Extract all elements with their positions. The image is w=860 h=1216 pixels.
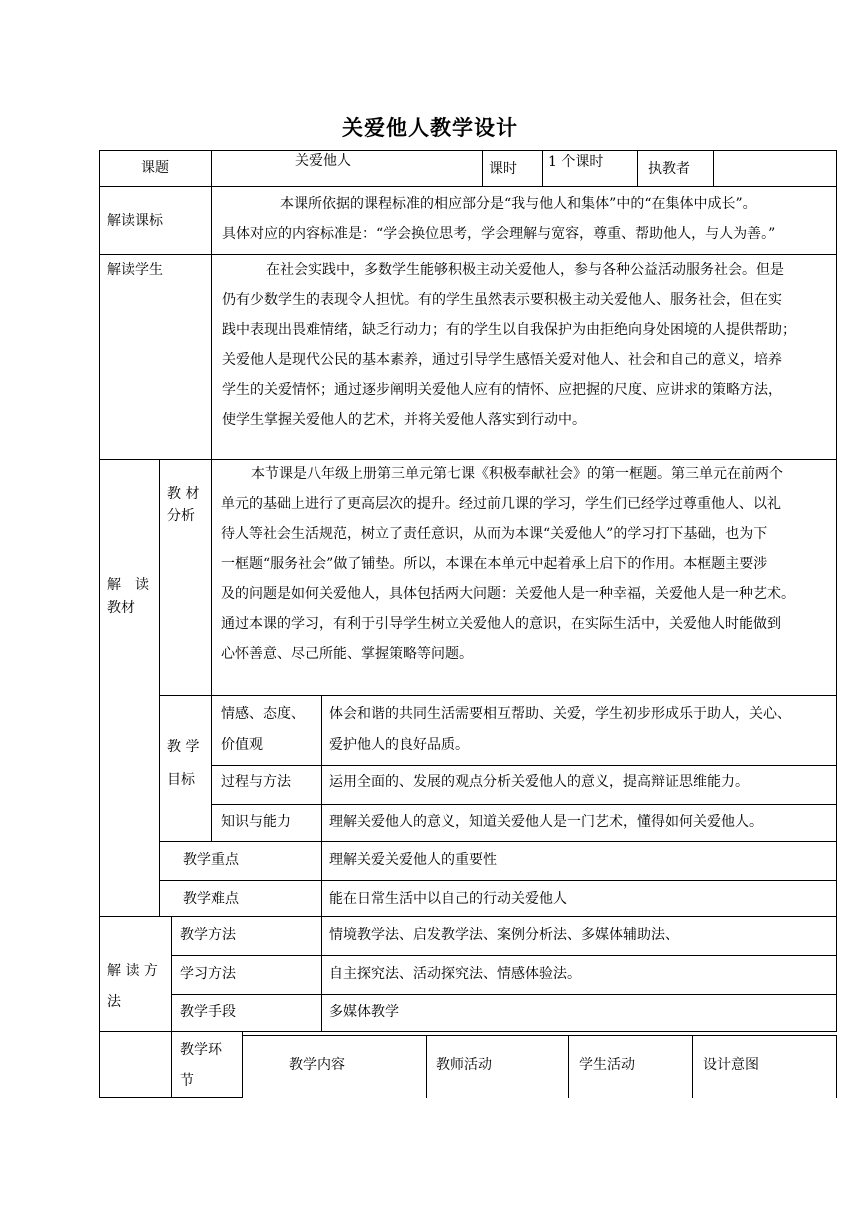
- text-line: 本节课是八年级上册第三单元第七课《积极奉献社会》的第一框题。第三单元在前两个: [251, 466, 783, 482]
- text-line: 单元的基础上进行了更高层次的提升。经过前几课的学习，学生们已经学过尊重他人、以礼: [221, 496, 781, 512]
- table-line: [836, 150, 837, 1032]
- objective-row-label: 过程与方法: [221, 774, 291, 790]
- methods-label: 解 读 方: [107, 963, 158, 979]
- objective-row-label: 情感、态度、: [221, 706, 305, 722]
- objectives-label: 教 学: [167, 739, 200, 755]
- table-line: [99, 916, 837, 917]
- table-line: [211, 150, 212, 459]
- materials-label: 教材: [107, 600, 135, 616]
- objective-row-text: 体会和谐的共同生活需要相互帮助、关爱，学生初步形成乐于助人，关心、: [329, 706, 791, 722]
- text-line: 待人等社会生活规范，树立了责任意识，从而为本课“关爱他人”的学习打下基础，也为下: [221, 526, 768, 542]
- table-line: [171, 955, 837, 956]
- table-line: [99, 150, 100, 1098]
- text-line: 学生的关爱情怀；通过逐步阐明关爱他人应有的情怀、应把握的尺度、应讲求的策略方法，: [222, 382, 782, 398]
- table-line: [171, 994, 837, 995]
- process-col-teacher: 教师活动: [436, 1057, 492, 1073]
- method-row-label: 教学手段: [180, 1004, 236, 1020]
- text-line: 使学生掌握关爱他人的艺术，并将关爱他人落实到行动中。: [222, 412, 586, 428]
- table-line: [482, 150, 483, 186]
- table-line: [99, 1031, 837, 1032]
- analysis-label: 教 材: [167, 486, 200, 502]
- difficulty-text: 能在日常生活中以自己的行动关爱他人: [329, 891, 567, 907]
- table-line: [242, 1035, 837, 1036]
- method-row-label: 教学方法: [180, 927, 236, 943]
- table-line: [211, 765, 837, 766]
- table-line: [637, 150, 638, 186]
- hours-value: 1 个课时: [548, 154, 604, 170]
- topic-value: 关爱他人: [295, 153, 351, 169]
- standard-text: [222, 189, 775, 249]
- table-line: [211, 804, 837, 805]
- table-line: [159, 880, 837, 881]
- text-line: 本课所依据的课程标准的相应部分是“我与他人和集体”中的“在集体中成长”。: [280, 196, 757, 212]
- hours-label: 课时: [489, 161, 517, 177]
- table-line: [242, 1031, 243, 1098]
- table-line: [159, 695, 837, 696]
- process-col-stage: 教学环: [180, 1042, 222, 1058]
- process-col-stage: 节: [180, 1073, 194, 1089]
- table-line: [99, 150, 837, 151]
- method-row-text: 情境教学法、启发教学法、案例分析法、多媒体辅助法、: [329, 927, 679, 943]
- table-line: [692, 1035, 693, 1098]
- objective-row-text: 爱护他人的良好品质。: [329, 737, 469, 753]
- text-line: 践中表现出畏难情绪，缺乏行动力；有的学生以自我保护为由拒绝向身处困境的人提供帮助；: [222, 322, 796, 338]
- page-title: 关爱他人教学设计: [342, 116, 518, 140]
- method-row-text: 多媒体教学: [329, 1004, 399, 1020]
- table-line: [159, 459, 160, 916]
- table-line: [171, 916, 172, 1098]
- table-line: [836, 1035, 837, 1098]
- text-line: 具体对应的内容标准是：“学会换位思考，学会理解与宽容，尊重、帮助他人，与人为善。”: [222, 226, 776, 242]
- analysis-label: 分析: [167, 508, 195, 524]
- process-col-content: 教学内容: [289, 1057, 345, 1073]
- table-line: [568, 1035, 569, 1098]
- text-line: 通过本课的学习，有利于引导学生树立关爱他人的意识，在实际生活中，关爱他人时能做到: [221, 616, 781, 632]
- key-point-label: 教学重点: [183, 852, 239, 868]
- difficulty-label: 教学难点: [183, 891, 239, 907]
- analysis-text: [221, 459, 795, 669]
- students-label: 解读学生: [107, 262, 163, 278]
- objective-row-text: 运用全面的、发展的观点分析关爱他人的意义，提高辩证思维能力。: [329, 774, 749, 790]
- objective-row-label: 价值观: [221, 737, 263, 753]
- process-col-intent: 设计意图: [703, 1057, 759, 1073]
- text-line: 在社会实践中，多数学生能够积极主动关爱他人，参与各种公益活动服务社会。但是: [266, 262, 784, 278]
- table-line: [159, 841, 837, 842]
- text-line: 心怀善意、尽己所能、掌握策略等问题。: [221, 646, 473, 662]
- students-text: [222, 255, 796, 435]
- text-line: 一框题“服务社会”做了铺垫。所以，本课在本单元中起着承上启下的作用。本框题主要涉: [221, 556, 768, 572]
- method-row-label: 学习方法: [180, 966, 236, 982]
- text-line: 关爱他人是现代公民的基本素养，通过引导学生感悟关爱对他人、社会和自己的意义，培养: [222, 352, 782, 368]
- table-line: [321, 695, 322, 1031]
- table-line: [426, 1035, 427, 1098]
- method-row-text: 自主探究法、活动探究法、情感体验法。: [329, 966, 581, 982]
- text-line: 及的问题是如何关爱他人，具体包括两大问题：关爱他人是一种幸福，关爱他人是一种艺术。: [221, 586, 795, 602]
- key-point-text: 理解关爱关爱他人的重要性: [329, 852, 497, 868]
- objectives-label: 目标: [167, 772, 195, 788]
- process-col-student: 学生活动: [579, 1057, 635, 1073]
- materials-label: 解 读: [107, 577, 149, 593]
- text-line: 仍有少数学生的表现令人担忧。有的学生虽然表示要积极主动关爱他人、服务社会，但在实: [222, 292, 782, 308]
- topic-label: 课题: [141, 160, 169, 176]
- objective-row-label: 知识与能力: [221, 814, 291, 830]
- table-line: [713, 150, 714, 186]
- table-line: [99, 186, 837, 187]
- teacher-label: 执教者: [648, 161, 690, 177]
- standard-label: 解读课标: [107, 213, 163, 229]
- methods-label: 法: [107, 994, 121, 1010]
- objective-row-text: 理解关爱他人的意义，知道关爱他人是一门艺术，懂得如何关爱他人。: [329, 814, 763, 830]
- table-line: [542, 150, 543, 186]
- table-line: [211, 459, 212, 841]
